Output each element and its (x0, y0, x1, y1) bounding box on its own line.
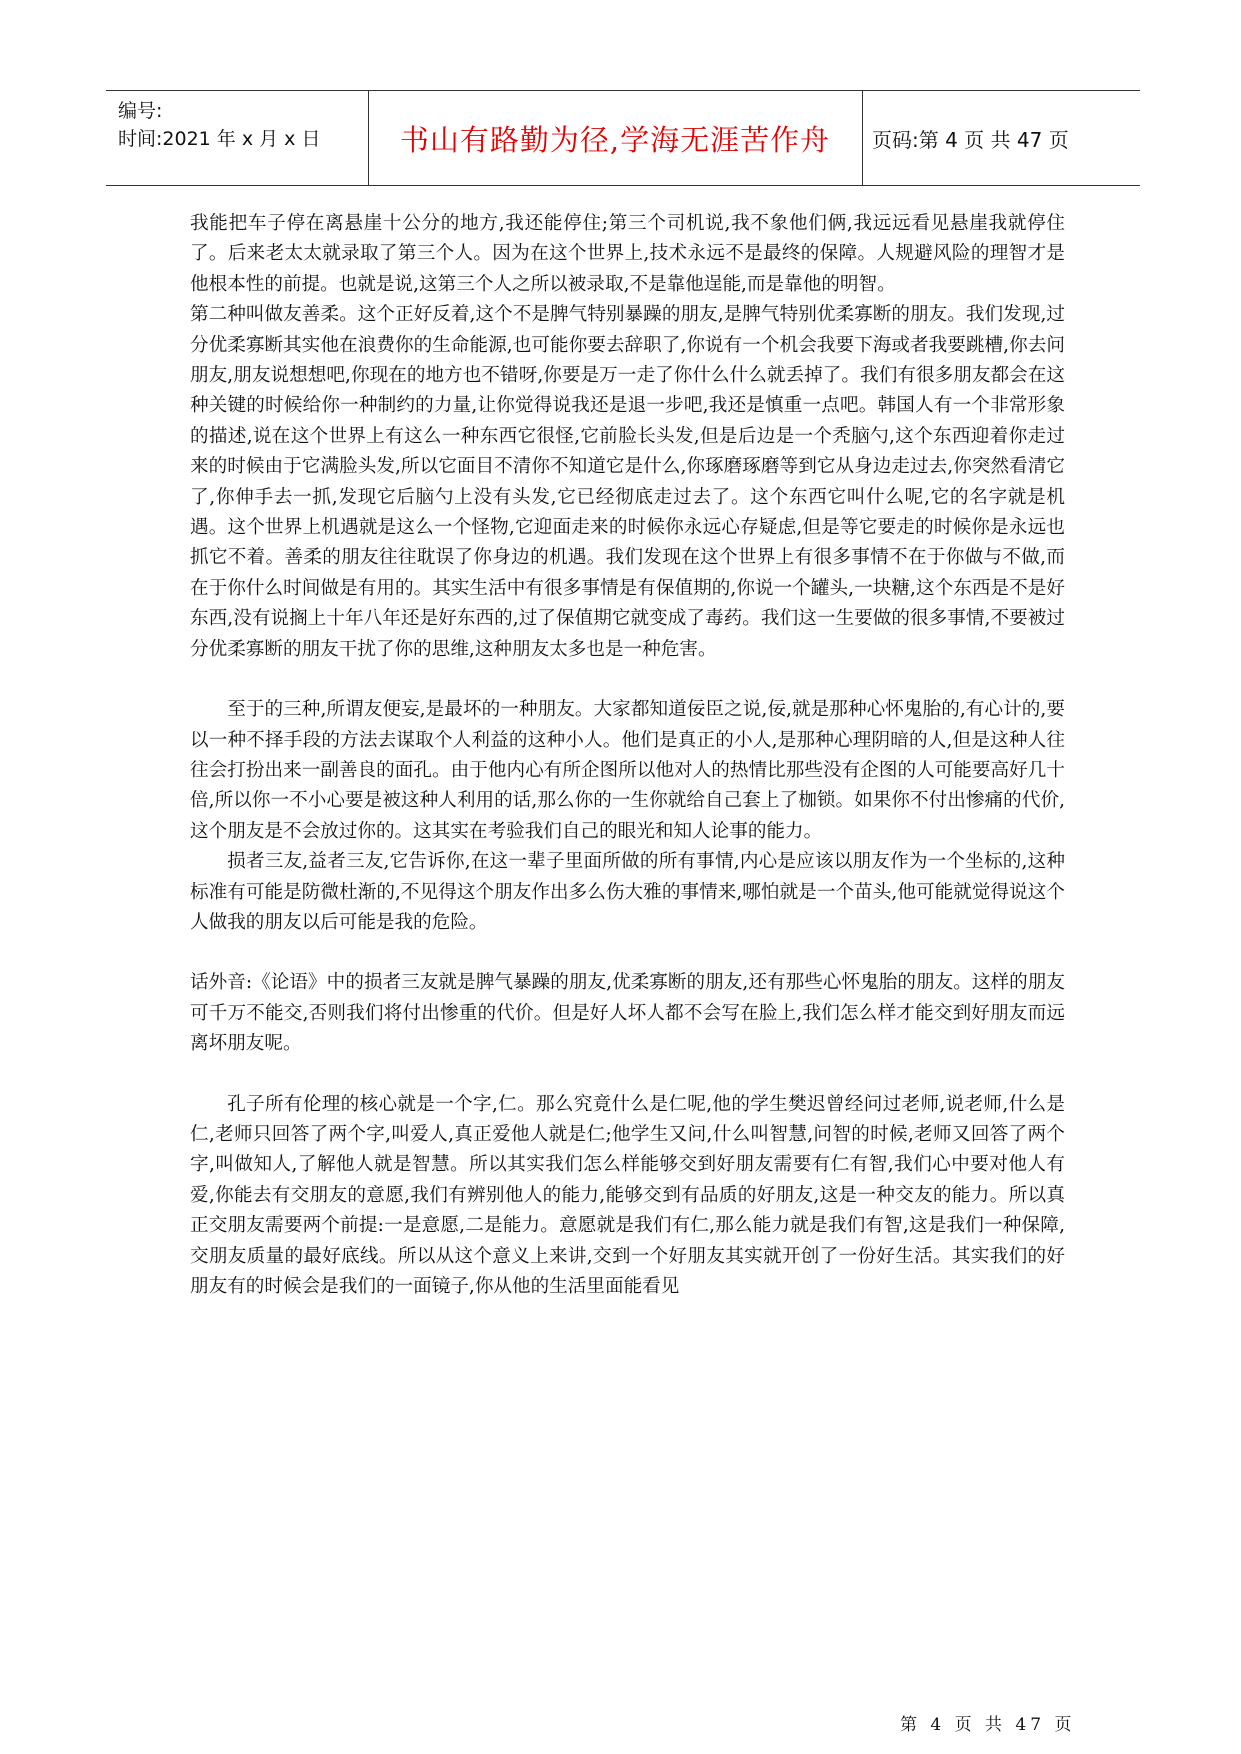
paragraph: 我能把车子停在离悬崖十公分的地方,我还能停住;第三个司机说,我不象他们俩,我远远看见悬崖我就停住了。后来老太太就录取了第三个人。因为在这个世界上,技术永远不是最终的保障。人规避风险的理智才是他根本性的前提。也就是说,这第三个人之所以被录取,不是靠他逞能,而是靠他的明智。 (190, 213, 1065, 295)
document-body (190, 209, 1065, 1302)
header-divider (862, 91, 863, 185)
paragraph: 第二种叫做友善柔。这个正好反着,这个不是脾气特别暴躁的朋友,是脾气特别优柔寡断的朋友。我们发现,过分优柔寡断其实他在浪费你的生命能源,也可能你要去辞职了,你说有一个机会我要下海或者我要跳槽,你去问朋友,朋友说想想吧,你现在的地方也不错呀,你要是万一走了你什么什么就丢掉了。我们有很多朋友都会在这种关键的时候给你一种制约的力量,让你觉得说我还是退一步吧,我还是慎重一点吧。韩国人有一个非常形象的描述,说在这个世界上有这么一种东西它很怪,它前脸长头发,但是后边是一个秃脑勺,这个东西迎着你走过来的时候由于它满脸头发,所以它面目不清你不知道它是什么,你琢磨琢磨等到它从身边走过去,你突然看清它了,你伸手去一抓,发现它后脑勺上没有头发,它已经彻底走过去了。这个东西它叫什么呢,它的名字就是机遇。这个世界上机遇就是这么一个怪物,它迎面走来的时候你永远心存疑虑,但是等它要走的时候你是永远也抓它不着。善柔的朋友往往耽误了你身边的机遇。我们发现在这个世界上有很多事情不在于你做与不做,而在于你什么时间做是有用的。其实生活中有很多事情是有保值期的,你说一个罐头,一块糖,这个东西是不是好东西,没有说搁上十年八年还是好东西的,过了保值期它就变成了毒药。我们这一生要做的很多事情,不要被过分优柔寡断的朋友干扰了你的思维,这种朋友太多也是一种危害。 (190, 304, 1065, 660)
paragraph: 损者三友,益者三友,它告诉你,在这一辈子里面所做的所有事情,内心是应该以朋友作为一个坐标的,这种标准有可能是防微杜渐的,不见得这个朋友作出多么伤大雅的事情来,哪怕就是一个苗头,他可能就觉得说这个人做我的朋友以后可能是我的危险。 (190, 851, 1065, 933)
header-motto: 书山有路勤为径,学海无涯苦作舟 (399, 122, 831, 157)
serial-label: 编号: (118, 100, 163, 122)
paragraph: 孔子所有伦理的核心就是一个字,仁。那么究竟什么是仁呢,他的学生樊迟曾经问过老师,说老师,什么是仁,老师只回答了两个字,叫爱人,真正爱他人就是仁;他学生又问,什么叫智慧,问智的时候,老师又回答了两个字,叫做知人,了解他人就是智慧。所以其实我们怎么样能够交到好朋友需要有仁有智,我们心中要对他人有爱,你能去有交朋友的意愿,我们有辨别他人的能力,能够交到有品质的好朋友,这是一种交友的能力。所以真正交朋友需要两个前提:一是意愿,二是能力。意愿就是我们有仁,那么能力就是我们有智,这是我们一种保障,交朋友质量的最好底线。所以从这个意义上来讲,交到一个好朋友其实就开创了一份好生活。其实我们的好朋友有的时候会是我们的一面镜子,你从他的生活里面能看见 (190, 1093, 1065, 1297)
header-left (118, 97, 320, 153)
paragraph: 话外音:《论语》中的损者三友就是脾气暴躁的朋友,优柔寡断的朋友,还有那些心怀鬼胎的朋友。这样的朋友可千万不能交,否则我们将付出惨重的代价。但是好人坏人都不会写在脸上,我们怎么样才能交到好朋友而远离坏朋友呢。 (190, 972, 1065, 1055)
time-label: 时间:2021 年 x 月 x 日 (118, 128, 321, 150)
paragraph: 至于的三种,所谓友便妄,是最坏的一种朋友。大家都知道佞臣之说,佞,就是那种心怀鬼胎的,有心计的,要以一种不择手段的方法去谋取个人利益的这种小人。他们是真正的小人,是那种心理阴暗的人,但是这种人往往会打扮出来一副善良的面孔。由于他内心有所企图所以他对人的热情比那些没有企图的人可能要高好几十倍,所以你一不小心要是被这种人利用的话,那么你的一生你就给自己套上了枷锁。如果你不付出惨痛的代价,这个朋友是不会放过你的。这其实在考验我们自己的眼光和知人论事的能力。 (190, 699, 1065, 842)
page-header (106, 90, 1140, 186)
page-footer: 第 4 页 共 47 页 (900, 1715, 1076, 1735)
header-page-info: 页码:第 4 页 共 47 页 (872, 127, 1069, 152)
